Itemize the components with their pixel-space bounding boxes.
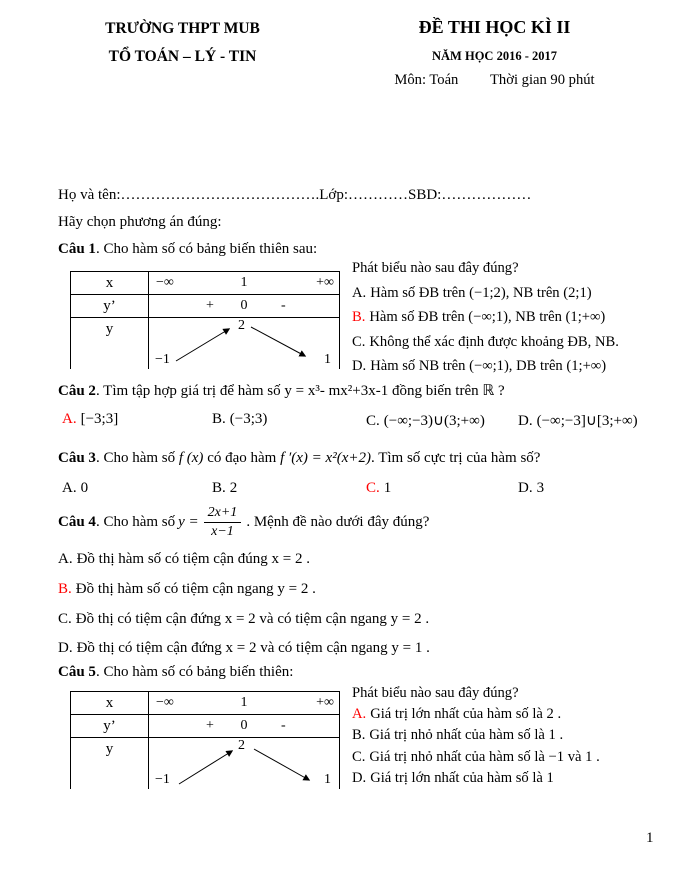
variation-table	[70, 691, 340, 789]
sign-plus: +	[206, 298, 214, 313]
variation-arrows-icon	[149, 318, 338, 369]
y-start-value: −1	[155, 352, 170, 367]
q4-option-d	[58, 640, 430, 657]
table-row-yprime	[71, 295, 339, 318]
school-year: NĂM HỌC 2016 - 2017	[432, 49, 557, 63]
subject: Môn: Toán	[394, 72, 459, 88]
q3-stem-mid: có đạo hàm	[203, 450, 281, 466]
q3-formula-fx: f (x)	[178, 450, 204, 466]
row-label-yprime: y’	[71, 715, 149, 737]
q2-stem	[58, 381, 505, 400]
option-text: Không thể xác định được khoảng ĐB, NB.	[369, 333, 619, 350]
sign-plus: +	[206, 718, 214, 733]
row-x-values	[149, 692, 339, 714]
q1-options-block	[352, 256, 688, 379]
option-text: Đồ thị có tiệm cận đứng x = 2 và có tiệm cận ngang y = 1 .	[76, 640, 430, 656]
row-label-y: y	[71, 318, 149, 369]
department-name: TỔ TOÁN – LÝ - TIN	[108, 48, 257, 65]
student-info-line: Họ và tên:………………………………….Lớp:…………SBD:………………	[58, 187, 532, 203]
page-number: 1	[646, 830, 654, 846]
q2-options-row	[58, 411, 688, 435]
option-letter: C.	[352, 333, 366, 350]
q3-stem	[58, 450, 540, 467]
option-text: Hàm số ĐB trên (−1;2), NB trên (2;1)	[370, 284, 592, 301]
q2-option-c	[366, 411, 485, 430]
q3-stem-pre: . Cho hàm số	[95, 450, 179, 466]
school-name: TRƯỜNG THPT MUB	[105, 20, 260, 37]
header-exam-block	[352, 17, 637, 89]
q4-option-c	[58, 611, 429, 628]
sign-zero: 0	[240, 718, 248, 733]
table-row-y	[71, 318, 339, 369]
option-text: [−3;3]	[80, 411, 119, 427]
q1-stem	[58, 241, 317, 258]
option-text: Giá trị nhỏ nhất của hàm số là −1 và 1 .	[369, 748, 600, 765]
option-letter: C.	[366, 413, 380, 429]
q2-stem-post: đồng biến trên ℝ ?	[388, 383, 505, 399]
q1-stem-text: . Cho hàm số có bảng biến thiên sau:	[95, 241, 318, 257]
option-text: Giá trị nhỏ nhất của hàm số là 1 .	[369, 727, 564, 744]
q2-option-b	[212, 411, 267, 428]
subject-duration-line	[352, 72, 637, 89]
option-letter: C.	[352, 748, 366, 765]
row-label-x: x	[71, 692, 149, 714]
option-letter: D.	[518, 480, 533, 496]
q5-stem-text: . Cho hàm số có bảng biến thiên:	[95, 664, 294, 680]
option-letter: C.	[366, 480, 380, 496]
q3-label: Câu 3	[58, 450, 96, 466]
option-letter: D.	[58, 640, 73, 656]
option-text: 1	[383, 480, 392, 496]
option-letter: B.	[352, 727, 366, 744]
header-school-block	[70, 20, 295, 66]
variation-arrows-icon	[149, 738, 338, 789]
option-text: Đồ thị hàm số có tiệm cận đúng x = 2 .	[76, 551, 311, 567]
q1-option-a	[352, 281, 688, 306]
q4-stem	[58, 499, 429, 545]
x-neg-infinity: −∞	[156, 695, 174, 710]
q5-option-c	[352, 747, 688, 768]
fraction-numerator: 2x+1	[204, 505, 242, 523]
row-x-values	[149, 272, 339, 294]
q3-stem-post: . Tìm số cực trị của hàm số?	[370, 450, 541, 466]
q5-option-d	[352, 768, 688, 789]
option-text: (−3;3)	[229, 411, 268, 427]
q2-option-a	[62, 411, 118, 428]
q5-variation-table	[70, 691, 340, 789]
option-letter: D.	[518, 413, 533, 429]
q4-label: Câu 4	[58, 513, 96, 530]
option-letter: A.	[62, 411, 77, 427]
y-max-value: 2	[238, 738, 245, 753]
q1-option-b	[352, 305, 688, 330]
q3-option-b	[212, 480, 237, 497]
sign-minus: -	[281, 298, 286, 313]
q2-formula: y = x³- mx²+3x-1	[284, 383, 389, 399]
table-row-x	[71, 272, 339, 295]
fraction-denominator: x−1	[211, 523, 234, 539]
q1-option-d	[352, 354, 688, 379]
option-text: Đồ thị hàm số có tiệm cận ngang y = 2 .	[75, 581, 316, 597]
q4-stem-pre: . Cho hàm số	[95, 513, 176, 530]
row-yprime-values	[149, 295, 339, 317]
q4-stem-post: . Mệnh đề nào dưới đây đúng?	[246, 513, 430, 530]
sign-minus: -	[281, 718, 286, 733]
row-y-values	[149, 318, 339, 369]
q5-label: Câu 5	[58, 664, 96, 680]
option-letter: A.	[352, 706, 367, 723]
y-end-value: 1	[324, 772, 331, 787]
q2-option-d	[518, 411, 638, 430]
row-y-values	[149, 738, 339, 789]
option-letter: A.	[352, 284, 367, 301]
variation-table	[70, 271, 340, 369]
table-row-x	[71, 692, 339, 715]
x-neg-infinity: −∞	[156, 275, 174, 290]
table-row-yprime	[71, 715, 339, 738]
option-letter: B.	[212, 411, 226, 427]
q5-side-question: Phát biểu nào sau đây đúng?	[352, 685, 519, 701]
option-text: Giá trị lớn nhất của hàm số là 2 .	[370, 706, 562, 723]
y-end-value: 1	[324, 352, 331, 367]
q1-option-c	[352, 330, 688, 355]
q3-option-c	[366, 480, 391, 497]
x-critical-point: 1	[240, 275, 248, 290]
q1-variation-table	[70, 271, 340, 369]
option-letter: B.	[58, 581, 72, 597]
q1-side-question: Phát biểu nào sau đây đúng?	[352, 260, 519, 276]
q2-label: Câu 2	[58, 383, 96, 399]
table-row-y	[71, 738, 339, 789]
q3-formula-derivative: f ′(x) = x²(x+2)	[280, 450, 371, 466]
q4-formula-lead: y =	[178, 513, 199, 530]
option-letter: B.	[212, 480, 226, 496]
option-text: (−∞;−3)∪(3;+∞)	[383, 413, 485, 429]
row-label-yprime: y’	[71, 295, 149, 317]
x-critical-point: 1	[240, 695, 248, 710]
q4-option-a	[58, 551, 310, 568]
option-text: 3	[536, 480, 545, 496]
option-text: Hàm số ĐB trên (−∞;1), NB trên (1;+∞)	[369, 309, 606, 326]
option-text: (−∞;−3]∪[3;+∞)	[536, 413, 638, 429]
q2-stem-pre: . Tìm tập hợp giá trị để hàm số	[95, 383, 285, 399]
q4-fraction	[204, 505, 242, 540]
q1-label: Câu 1	[58, 241, 96, 257]
instruction-line: Hãy chọn phương án đúng:	[58, 214, 222, 230]
option-letter: A.	[62, 480, 77, 496]
option-letter: D.	[352, 769, 367, 786]
option-text: Giá trị lớn nhất của hàm số là 1	[370, 769, 554, 786]
x-pos-infinity: +∞	[316, 275, 334, 290]
option-letter: D.	[352, 358, 367, 375]
x-pos-infinity: +∞	[316, 695, 334, 710]
q5-option-b	[352, 725, 688, 746]
option-text: 2	[229, 480, 238, 496]
sign-zero: 0	[240, 298, 248, 313]
exam-title: ĐỀ THI HỌC KÌ II	[418, 17, 571, 37]
q3-option-d	[518, 480, 544, 497]
row-yprime-values	[149, 715, 339, 737]
y-start-value: −1	[155, 772, 170, 787]
option-letter: B.	[352, 309, 366, 326]
q5-stem	[58, 664, 293, 681]
option-text: 0	[80, 480, 89, 496]
row-label-x: x	[71, 272, 149, 294]
y-max-value: 2	[238, 318, 245, 333]
option-text: Hàm số NB trên (−∞;1), DB trên (1;+∞)	[370, 358, 607, 375]
option-letter: C.	[58, 611, 72, 627]
q4-option-b	[58, 581, 316, 598]
option-text: Đồ thị có tiệm cận đứng x = 2 và có tiệm cận ngang y = 2 .	[75, 611, 430, 627]
q5-option-a	[352, 704, 688, 725]
row-label-y: y	[71, 738, 149, 789]
q3-option-a	[62, 480, 88, 497]
duration: Thời gian 90 phút	[490, 72, 595, 88]
option-letter: A.	[58, 551, 73, 567]
q5-options-block	[352, 683, 688, 789]
